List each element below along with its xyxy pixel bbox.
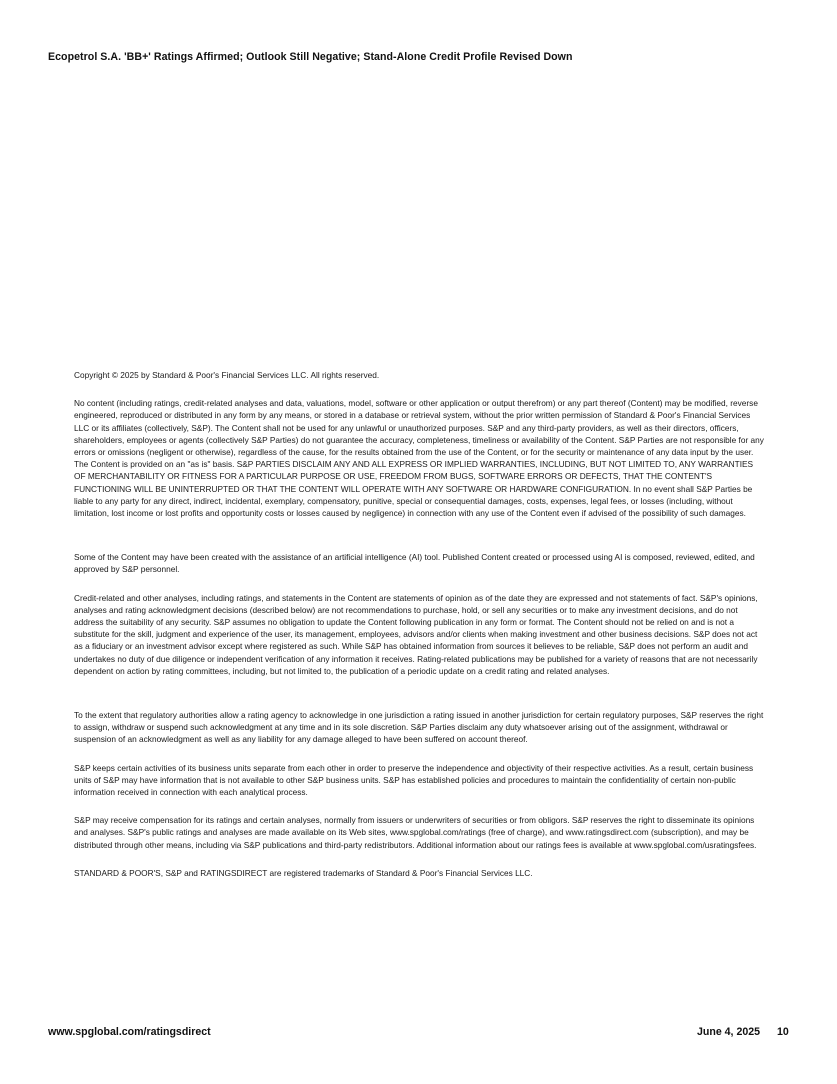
opinion-paragraph: Credit-related and other analyses, including ratings, and statements in the Content are statements of opinion as of the date they are expressed and not statements of fact. S&P's opinions, analyses and rating acknowledgment decisions (described below) are not recommendations to purchase, hold, or sell any securities or to make any investment decisions, and do not address the suitability of any security. S&P assumes no obligation to update the Content following publication in any form or format. The Content should not be relied on and is not a substitute for the skill, judgment and experience of the user, its management, employees, advisors and/or clients when making investment and other business decisions. S&P does not act as a fiduciary or an investment advisor except where registered as such. While S&P has obtained information from sources it believes to be reliable, S&P does not perform an audit and undertakes no duty of due diligence or independent verification of any information it receives. Rating-related publications may be published for a variety of reasons that are not necessarily dependent on action by rating committees, including, but not limited to, the publication of a periodic update on a credit rating and related analyses. bbox=[74, 592, 758, 676]
copyright-notice: Copyright © 2025 by Standard & Poor's Financial Services LLC. All rights reserved. bbox=[74, 370, 380, 380]
ai-content-paragraph: Some of the Content may have been created with the assistance of an artificial intelligence (AI) tool. Published Content created or processed using AI is composed, reviewed, edited, and approved by S&P personnel. bbox=[74, 552, 755, 575]
footer-date: June 4, 2025 bbox=[697, 1026, 761, 1038]
disclaimer-paragraph: No content (including ratings, credit-related analyses and data, valuations, model, software or other application or output therefrom) or any part thereof (Content) may be modified, reverse engineered, reproduced or distributed in any form by any means, or stored in a database or retrieval system, without the prior written permission of Standard & Poor's Financial Services LLC or its affiliates (collectively, S&P). The Content shall not be used for any unlawful or unauthorized purposes. S&P and any third-party providers, as well as their directors, officers, shareholders, employees or agents (collectively S&P Parties) do not guarantee the accuracy, completeness, timeliness or availability of the Content. S&P Parties are not responsible for any errors or omissions (negligent or otherwise), regardless of the cause, for the results obtained from the use of the Content, or for the security or maintenance of any data input by the user. The Content is provided on an "as is" basis. S&P PARTIES DISCLAIM ANY AND ALL EXPRESS OR IMPLIED WARRANTIES, INCLUDING, BUT NOT LIMITED TO, ANY WARRANTIES OF MERCHANTABILITY OR FITNESS FOR A PARTICULAR PURPOSE OR USE, FREEDOM FROM BUGS, SOFTWARE ERRORS OR DEFECTS, THAT THE CONTENT'S FUNCTIONING WILL BE UNINTERRUPTED OR THAT THE CONTENT WILL OPERATE WITH ANY SOFTWARE OR HARDWARE CONFIGURATION. In no event shall S&P Parties be liable to any party for any direct, indirect, incidental, exemplary, compensatory, punitive, special or consequential damages, costs, expenses, legal fees, or losses (including, without limitation, lost income or lost profits and opportunity costs or losses caused by negligence) in connection with any use of the Content even if advised of the possibility of such damages. bbox=[74, 398, 764, 519]
footer-url-link[interactable]: www.spglobal.com/ratingsdirect bbox=[48, 1026, 211, 1038]
page-number: 10 bbox=[777, 1026, 789, 1038]
document-title: Ecopetrol S.A. 'BB+' Ratings Affirmed; Outlook Still Negative; Stand-Alone Credit Profile Revised Down bbox=[48, 51, 573, 63]
legal-disclaimer bbox=[74, 369, 764, 879]
independence-paragraph: S&P keeps certain activities of its business units separate from each other in order to preserve the independence and objectivity of their respective activities. As a result, certain business units of S&P may have information that is not available to other S&P business units. S&P has established policies and procedures to maintain the confidentiality of certain non-public information received in connection with each analytical process. bbox=[74, 762, 754, 798]
compensation-paragraph: S&P may receive compensation for its ratings and certain analyses, normally from issuers or underwriters of securities or from obligors. S&P reserves the right to disseminate its opinions and analyses. S&P's public ratings and analyses are made available on its Web sites, www.spglobal.com/ratings (free of charge), and www.ratingsdirect.com (subscription), and may be distributed through other means, including via S&P publications and third-party redistributors. Additional information about our ratings fees is available at www.spglobal.com/usratingsfees. bbox=[74, 815, 757, 850]
regulatory-paragraph: To the extent that regulatory authorities allow a rating agency to acknowledge in one jurisdiction a rating issued in another jurisdiction for certain regulatory purposes, S&P reserves the right to assign, withdraw or suspend such acknowledgment at any time and in its sole discretion. S&P Parties disclaim any duty whatsoever arising out of the assignment, withdrawal or suspension of an acknowledgment as well as any liability for any damage alleged to have been suffered on account thereof. bbox=[74, 710, 764, 745]
trademark-paragraph: STANDARD & POOR'S, S&P and RATINGSDIRECT are registered trademarks of Standard & Poor's Financial Services LLC. bbox=[74, 867, 533, 878]
